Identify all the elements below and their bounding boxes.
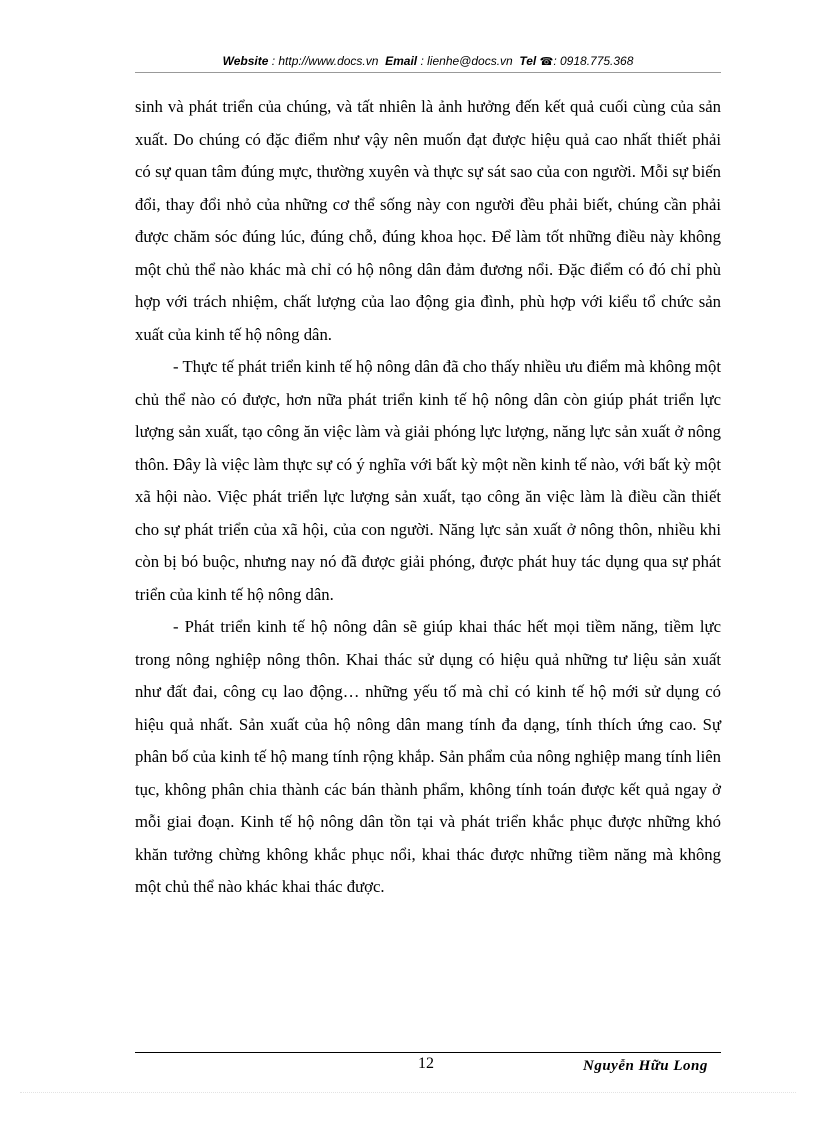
footer-divider [135, 1052, 721, 1053]
tel-label: Tel [519, 54, 537, 68]
paragraph-1: sinh và phát triển của chúng, và tất nhiên là ảnh hưởng đến kết quả cuối cùng của sản xuất. Do chúng có đặc điểm như vậy nên muốn đạt được hiệu quả cao nhất thiết phải có sự quan tâm đúng mực, thường xuyên và thực sự sát sao của con người. Mỗi sự biến đổi, thay đổi nhỏ của những cơ thể sống này con người đều phải biết, chúng cần phải được chăm sóc đúng lúc, đúng chỗ, đúng khoa học. Để làm tốt những điều này không một chủ thể nào khác mà chỉ có hộ nông dân đảm đương nổi. Đặc điểm có đó chỉ phù hợp với trách nhiệm, chất lượng của lao động gia đình, phù hợp với kiểu tổ chức sản xuất của kinh tế hộ nông dân. [135, 97, 721, 344]
paragraph-3: - Phát triển kinh tế hộ nông dân sẽ giúp khai thác hết mọi tiềm năng, tiềm lực trong nông nghiệp nông thôn. Khai thác sử dụng có hiệu quả những tư liệu sản xuất như đất đai, công cụ lao động… những yếu tố mà chỉ có kinh tế hộ mới sử dụng có hiệu quả nhất. Sản xuất của hộ nông dân mang tính đa dạng, tính thích ứng cao. Sự phân bố của kinh tế hộ mang tính rộng khắp. Sản phẩm của nông nghiệp mang tính liên tục, không phân chia thành các bán thành phẩm, không tính toán được kết quả ngay ở mỗi giai đoạn. Kinh tế hộ nông dân tồn tại và phát triển khắc phục được những khó khăn tưởng chừng không khắc phục nổi, khai thác được những tiềm năng mà không một chủ thể nào khác khai thác được. [135, 617, 721, 896]
page-edge-divider [20, 1092, 796, 1093]
email-label: Email [385, 54, 418, 68]
website-label: Website [222, 54, 269, 68]
author-name: Nguyễn Hữu Long [583, 1058, 708, 1074]
website-value: : http://www.docs.vn [271, 54, 379, 68]
page-header [135, 50, 721, 73]
tel-value: : 0918.775.368 [553, 54, 634, 68]
paragraph-2: - Thực tế phát triển kinh tế hộ nông dân đã cho thấy nhiều ưu điểm mà không một chủ thể nào có được, hơn nữa phát triển kinh tế hộ nông dân còn giúp phát triển lực lượng sản xuất, tạo công ăn việc làm và giải phóng lực lượng, năng lực sản xuất ở nông thôn. Đây là việc làm thực sự có ý nghĩa với bất kỳ một nền kinh tế nào, với bất kỳ một xã hội nào. Việc phát triển lực lượng sản xuất, tạo công ăn việc làm là điều cần thiết cho sự phát triển của xã hội, của con người. Năng lực sản xuất ở nông thôn, nhiều khi còn bị bó buộc, nhưng nay nó đã được giải phóng, được phát huy tác dụng qua sự phát triển của kinh tế hộ nông dân. [135, 357, 721, 604]
page-number: 12 [418, 1055, 434, 1072]
document-body [135, 91, 721, 904]
telephone-icon: ☎ [539, 56, 554, 68]
email-value: : lienhe@docs.vn [420, 54, 513, 68]
